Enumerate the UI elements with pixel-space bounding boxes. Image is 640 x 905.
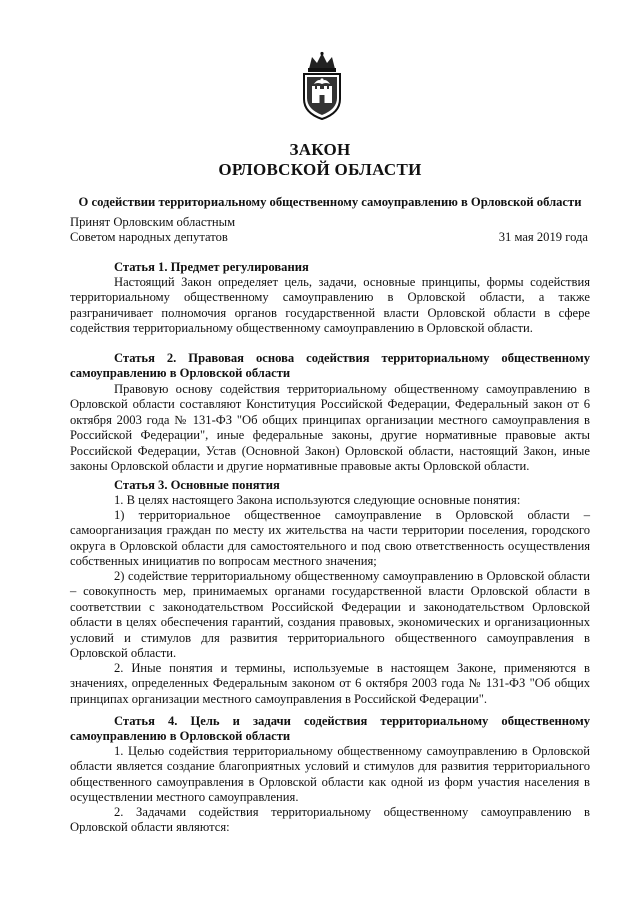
adoption-line1: Принят Орловским областным: [70, 215, 236, 229]
document-title-line1: ЗАКОН: [289, 140, 351, 159]
article-1-paragraph-1: Настоящий Закон определяет цель, задачи, основные принципы, формы содействия территориальному общественному самоуправлению в Орловской области, а также разграничивает полномочия органов государственной власти Орловской области в сфере содействия территориальному общественному самоуправлению в Орловской области.: [70, 275, 590, 336]
article-3-heading: Статья 3. Основные понятия: [114, 478, 280, 492]
article-1-heading: Статья 1. Предмет регулирования: [114, 260, 309, 274]
article-3-paragraph-1: 1. В целях настоящего Закона используются следующие основные понятия:: [114, 493, 521, 507]
adoption-line2: Советом народных депутатов: [70, 230, 228, 245]
article-3-paragraph-2: 1) территориальное общественное самоуправление в Орловской области – самоорганизация граждан по месту их жительства на части территории поселения, городского округа в Орловской области для самостоятельного и под свою ответственность осуществления собственных инициатив по вопросам местного значения;: [70, 508, 590, 569]
adoption-date: 31 мая 2019 года: [498, 230, 588, 245]
article-2-heading: Статья 2. Правовая основа содействия территориальному общественному самоуправлению в Орловской области: [70, 351, 590, 381]
article-4-paragraph-2: 2. Задачами содействия территориальному общественному самоуправлению в Орловской области являются:: [70, 805, 590, 835]
adoption-block: [70, 215, 590, 246]
document-title-line2: ОРЛОВСКОЙ ОБЛАСТИ: [218, 160, 422, 179]
article-2-paragraph-1: Правовую основу содействия территориальному общественному самоуправлению в Орловской области составляют Конституция Российской Федерации, Федеральный закон от 6 октября 2003 года № 131-ФЗ "Об общих принципах организации местного самоуправления в Российской Федерации", иные федеральные законы, другие нормативные правовые акты Российской Федерации, Устав (Основной Закон) Орловской области, настоящий Закон, иные законы Орловской области и другие нормативные правовые акты Орловской области.: [70, 382, 590, 474]
article-4-heading: Статья 4. Цель и задачи содействия территориальному общественному самоуправлению в Орловской области: [70, 714, 590, 744]
article-3-paragraph-4: 2. Иные понятия и термины, используемые в настоящем Законе, применяются в значениях, определенных Федеральным законом от 6 октября 2003 года № 131-ФЗ "Об общих принципах организации местного самоуправления в Российской Федерации".: [70, 661, 590, 706]
orel-oblast-coat-of-arms-icon: [299, 51, 345, 121]
article-3-paragraph-3: 2) содействие территориальному общественному самоуправлению в Орловской области – совокупность мер, принимаемых органами государственной власти Орловской области в соответствии с законодательством Российской Федерации и законодательством Орловской области в целях обеспечения гарантий, создания правовых, экономических и организационных условий и стимулов для развития территориального общественного самоуправления в Орловской области.: [70, 569, 590, 661]
law-subject-title: О содействии территориальному общественному самоуправлению в Орловской области: [78, 195, 582, 209]
article-4-paragraph-1: 1. Целью содействия территориальному общественному самоуправлению в Орловской области является создание благоприятных условий и стимулов для развития территориального общественного самоуправления в Орловской области как одной из форм участия населения в осуществлении местного самоуправления.: [70, 744, 590, 805]
